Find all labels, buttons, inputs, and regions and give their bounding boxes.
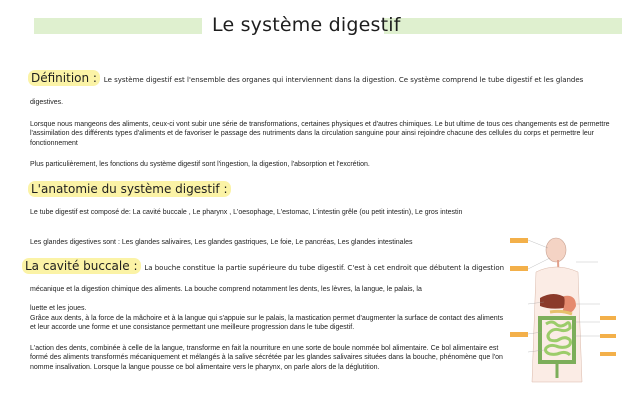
anatomie-paragraph-1: Le tube digestif est composé de: La cavité buccale , Le pharynx , L'oesophage, L'estomac, L'intestin grêle (ou petit intestin), Le gros intestin: [30, 209, 463, 216]
definition-lead: Le système digestif est l'ensemble des organes qui interviennent dans la digestion. Ce système comprend le tube digestif et les glandes: [103, 76, 584, 84]
anatomie-heading: L'anatomie du système digestif :: [28, 181, 231, 197]
anatomie-paragraph-2: Les glandes digestives sont : Les glandes salivaires, Les glandes gastriques, Le foie, Le pancréas, Les glandes intestinales: [30, 239, 413, 246]
cavite-heading: La cavité buccale :: [22, 258, 141, 274]
cavite-lead: La bouche constitue la partie supérieure du tube digestif. C'est à cet endroit que débutent la digestion: [144, 264, 505, 272]
anatomie-heading-row: [28, 182, 231, 196]
label-box-4: [600, 316, 616, 320]
definition-paragraph-2: Plus particulièrement, les fonctions du système digestif sont l'ingestion, la digestion, l'absorption et l'excrétion.: [30, 161, 370, 168]
title-highlight-right: [384, 18, 622, 34]
cavite-paragraph-2: L'action des dents, combinée à celle de la langue, transforme en fait la nourriture en une sorte de boule nommée bol alimentaire. Ce bol alimentaire est formé des aliments transformés mécaniquement et mélangés à la salive sécrétée par les glandes salivaires situées dans la bouche, phénomène que l'on nomme insalivation. Lorsque la langue pousse ce bol alimentaire vers le pharynx, on parle alors de la déglutition.: [30, 345, 503, 371]
definition-heading-row: [28, 71, 583, 85]
label-box-2: [510, 266, 528, 271]
cavite-lead-end: luette et les joues.: [30, 305, 87, 312]
definition-heading: Définition :: [28, 70, 100, 86]
leader-line-2: [528, 258, 550, 269]
digestive-system-illustration: [506, 232, 632, 388]
label-box-5: [600, 334, 616, 338]
cavite-heading-row: [22, 259, 504, 273]
definition-lead-continued: digestives.: [30, 99, 64, 106]
page-title: Le système digestif: [212, 14, 401, 36]
label-box-3: [510, 332, 528, 337]
label-box-6: [600, 352, 616, 356]
title-highlight-left: [34, 18, 202, 34]
cavite-paragraph-1: Grâce aux dents, à la force de la mâchoire et à la langue qui s'appuie sur le palais, la mastication permet d'augmenter la surface de contact des aliments et leur accorde une forme et une consistance permettant une meilleure progression dans le tube digestif.: [30, 315, 504, 332]
cavite-lead-continued: mécanique et la digestion chimique des aliments. La bouche comprend notamment les dents, les lèvres, la langue, le palais, la: [30, 286, 422, 293]
liver-shape: [540, 294, 566, 309]
label-box-1: [510, 238, 528, 243]
leader-line-1: [528, 240, 548, 248]
definition-paragraph-1: Lorsque nous mangeons des aliments, ceux-ci vont subir une série de transformations, certaines physiques et d'autres chimiques. Le but ultime de tous ces changements est de permettre l'assimilation des différents types d'aliments et de favoriser le passage des nutriments dans la circulation sanguine pour ainsi rejoindre chacune des cellules du corps et permettre leur fonctionnement: [30, 121, 610, 147]
